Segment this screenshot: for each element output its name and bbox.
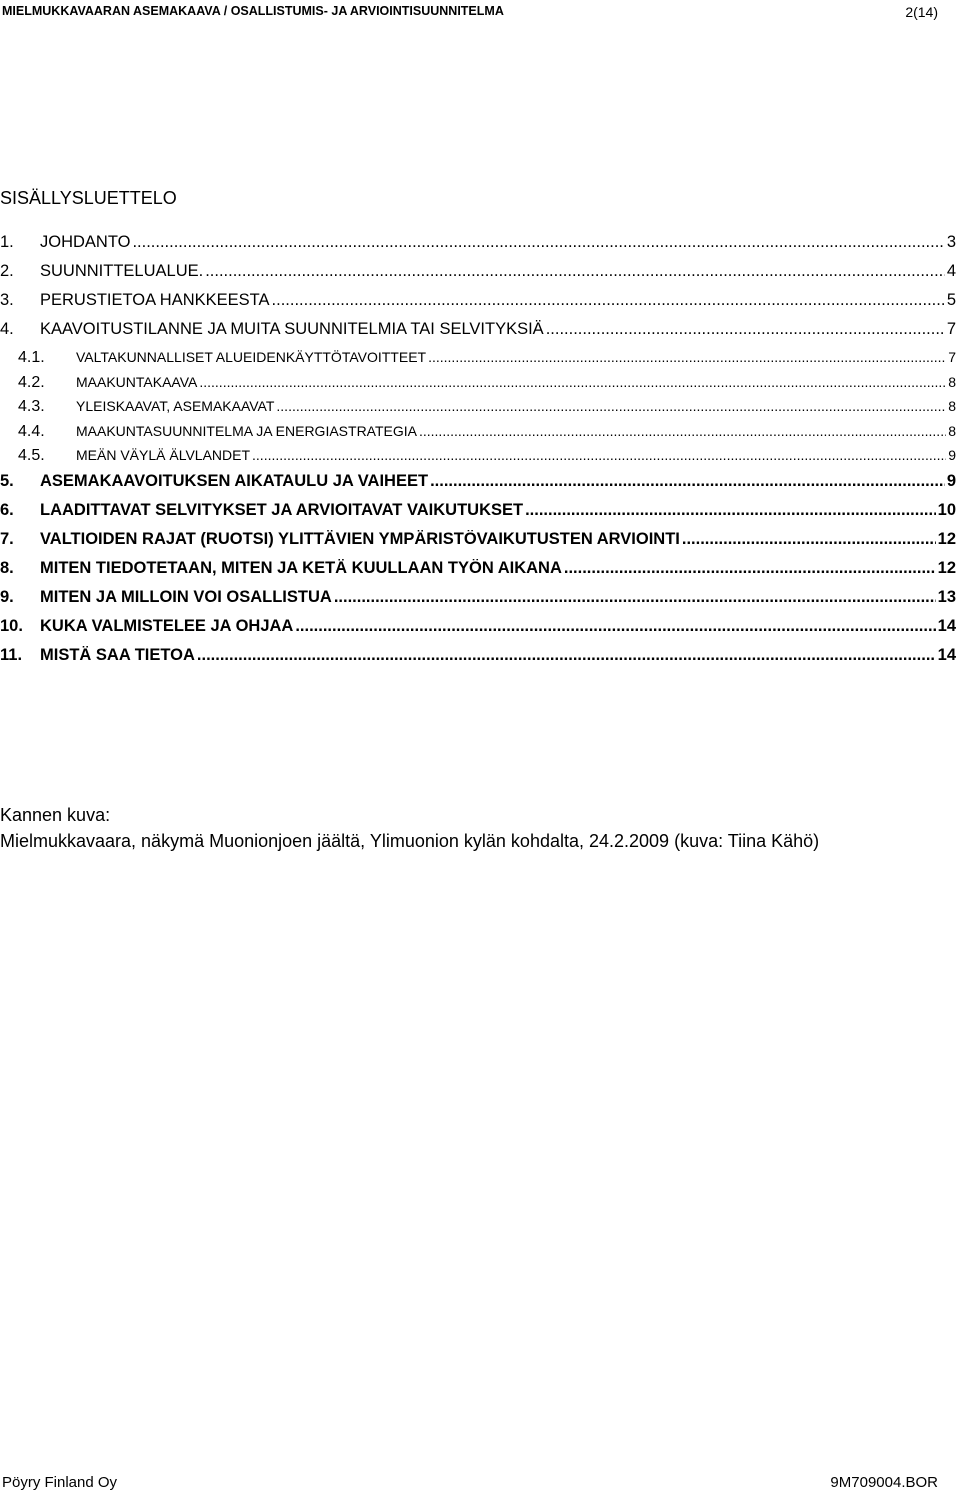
toc-entry-page: 14: [937, 645, 956, 664]
toc-entry-page: 8: [948, 422, 956, 439]
toc-dot-leader: [525, 501, 936, 520]
toc-entry-label: MITEN JA MILLOIN VOI OSALLISTUA: [40, 587, 332, 606]
toc-entry[interactable]: [0, 588, 956, 617]
toc-dot-leader: [428, 349, 946, 365]
toc-entry-label: MISTÄ SAA TIETOA: [40, 645, 195, 664]
toc-entry-number: 7.: [0, 529, 14, 548]
toc-subentry[interactable]: [0, 374, 956, 399]
toc-heading: SISÄLLYSLUETTELO: [0, 188, 177, 208]
toc-entry-label: MAAKUNTASUUNNITELMA JA ENERGIASTRATEGIA: [76, 422, 417, 439]
toc-dot-leader: [205, 262, 945, 281]
toc-dot-leader: [564, 559, 936, 578]
toc-dot-leader: [682, 530, 936, 549]
company-name: Pöyry Finland Oy: [2, 1474, 118, 1491]
toc-entry-page: 14: [937, 616, 956, 635]
toc-entry[interactable]: [0, 320, 956, 349]
toc-entry-number: 4.2.: [18, 373, 45, 391]
toc-entry[interactable]: [0, 291, 956, 320]
toc-entry-page: 10: [937, 500, 956, 519]
toc-entry-page: 3: [946, 233, 956, 251]
toc-entry-label: SUUNNITTELUALUE.: [40, 262, 204, 280]
toc-entry[interactable]: [0, 472, 956, 501]
toc-subentry[interactable]: [0, 349, 956, 374]
toc-entry-number: 11.: [0, 645, 23, 664]
toc-entry-number: 2.: [0, 262, 14, 280]
toc-entry-number: 1.: [0, 233, 14, 251]
toc-entry-label: MITEN TIEDOTETAAN, MITEN JA KETÄ KUULLAAN TYÖN AIKANA: [40, 558, 562, 577]
toc-entry-page: 8: [948, 398, 956, 414]
toc-entry-label: MAAKUNTAKAAVA: [76, 373, 198, 390]
toc-dot-leader: [252, 447, 946, 463]
toc-entry-page: 5: [946, 291, 956, 309]
toc-subentry[interactable]: [0, 447, 956, 472]
toc-entry[interactable]: [0, 501, 956, 530]
toc-entry-label: KUKA VALMISTELEE JA OHJAA: [40, 616, 294, 635]
toc-entry-label: VALTAKUNNALLISET ALUEIDENKÄYTTÖTAVOITTEET: [76, 349, 427, 365]
toc-entry-page: 7: [948, 349, 956, 365]
toc-dot-leader: [295, 617, 935, 636]
toc-entry-label: JOHDANTO: [40, 233, 131, 251]
toc-entry[interactable]: [0, 646, 956, 675]
toc-entry-label: KAAVOITUSTILANNE JA MUITA SUUNNITELMIA TAI SELVITYKSIÄ: [40, 320, 544, 338]
toc-entry-number: 3.: [0, 291, 14, 309]
toc-dot-leader: [132, 233, 944, 252]
toc-entry-number: 4.1.: [18, 349, 45, 366]
toc-entry-number: 10.: [0, 616, 23, 635]
toc-dot-leader: [419, 423, 946, 439]
toc-entry-number: 6.: [0, 500, 14, 519]
cover-image-label: Kannen kuva:: [0, 805, 111, 825]
toc-entry-label: MEÄN VÄYLÄ ÄLVLANDET: [76, 447, 251, 463]
toc-entry[interactable]: [0, 617, 956, 646]
toc-subentry[interactable]: [0, 423, 956, 448]
document-title: MIELMUKKAVAARAN ASEMAKAAVA / OSALLISTUMIS- JA ARVIOINTISUUNNITELMA: [2, 4, 504, 18]
toc-dot-leader: [430, 472, 945, 491]
toc-dot-leader: [199, 374, 946, 390]
toc-entry-label: YLEISKAAVAT, ASEMAKAAVAT: [76, 398, 275, 414]
toc-dot-leader: [276, 398, 946, 414]
toc-entry-number: 4.: [0, 320, 14, 338]
toc-entry-number: 5.: [0, 471, 14, 490]
toc-entry-number: 9.: [0, 587, 14, 606]
toc-entry-label: PERUSTIETOA HANKKEESTA: [40, 291, 270, 309]
document-code: 9M709004.BOR: [830, 1474, 938, 1491]
toc-subentry[interactable]: [0, 398, 956, 423]
cover-image-note: [0, 802, 819, 854]
toc-dot-leader: [334, 588, 936, 607]
page-number: 2(14): [905, 4, 938, 20]
toc-dot-leader: [272, 291, 945, 310]
toc-entry-page: 7: [946, 320, 956, 338]
toc-entry[interactable]: [0, 262, 956, 291]
toc-entry-label: LAADITTAVAT SELVITYKSET JA ARVIOITAVAT VAIKUTUKSET: [40, 500, 524, 519]
toc-entry[interactable]: [0, 233, 956, 262]
toc-entry-number: 8.: [0, 558, 14, 577]
toc-entry-page: 8: [948, 373, 956, 390]
toc-entry-page: 9: [946, 471, 956, 490]
toc-entry[interactable]: [0, 559, 956, 588]
toc-entry-number: 4.5.: [18, 447, 45, 464]
toc-dot-leader: [546, 320, 945, 339]
page-header: [2, 4, 938, 22]
toc-entry-number: 4.3.: [18, 398, 45, 415]
cover-image-caption: Mielmukkavaara, näkymä Muonionjoen jäältä, Ylimuonion kylän kohdalta, 24.2.2009 (kuva: Tiina Kähö): [0, 831, 820, 851]
table-of-contents: [0, 233, 956, 675]
toc-entry-page: 9: [948, 447, 956, 463]
toc-entry[interactable]: [0, 530, 956, 559]
toc-entry-number: 4.4.: [18, 422, 45, 440]
toc-dot-leader: [197, 646, 936, 665]
toc-entry-label: VALTIOIDEN RAJAT (RUOTSI) YLITTÄVIEN YMPÄRISTÖVAIKUTUSTEN ARVIOINTI: [40, 529, 680, 548]
toc-entry-label: ASEMAKAAVOITUKSEN AIKATAULU JA VAIHEET: [40, 471, 429, 490]
toc-entry-page: 12: [937, 529, 956, 548]
toc-entry-page: 13: [937, 587, 956, 606]
toc-entry-page: 12: [937, 558, 956, 577]
toc-entry-page: 4: [946, 262, 956, 280]
